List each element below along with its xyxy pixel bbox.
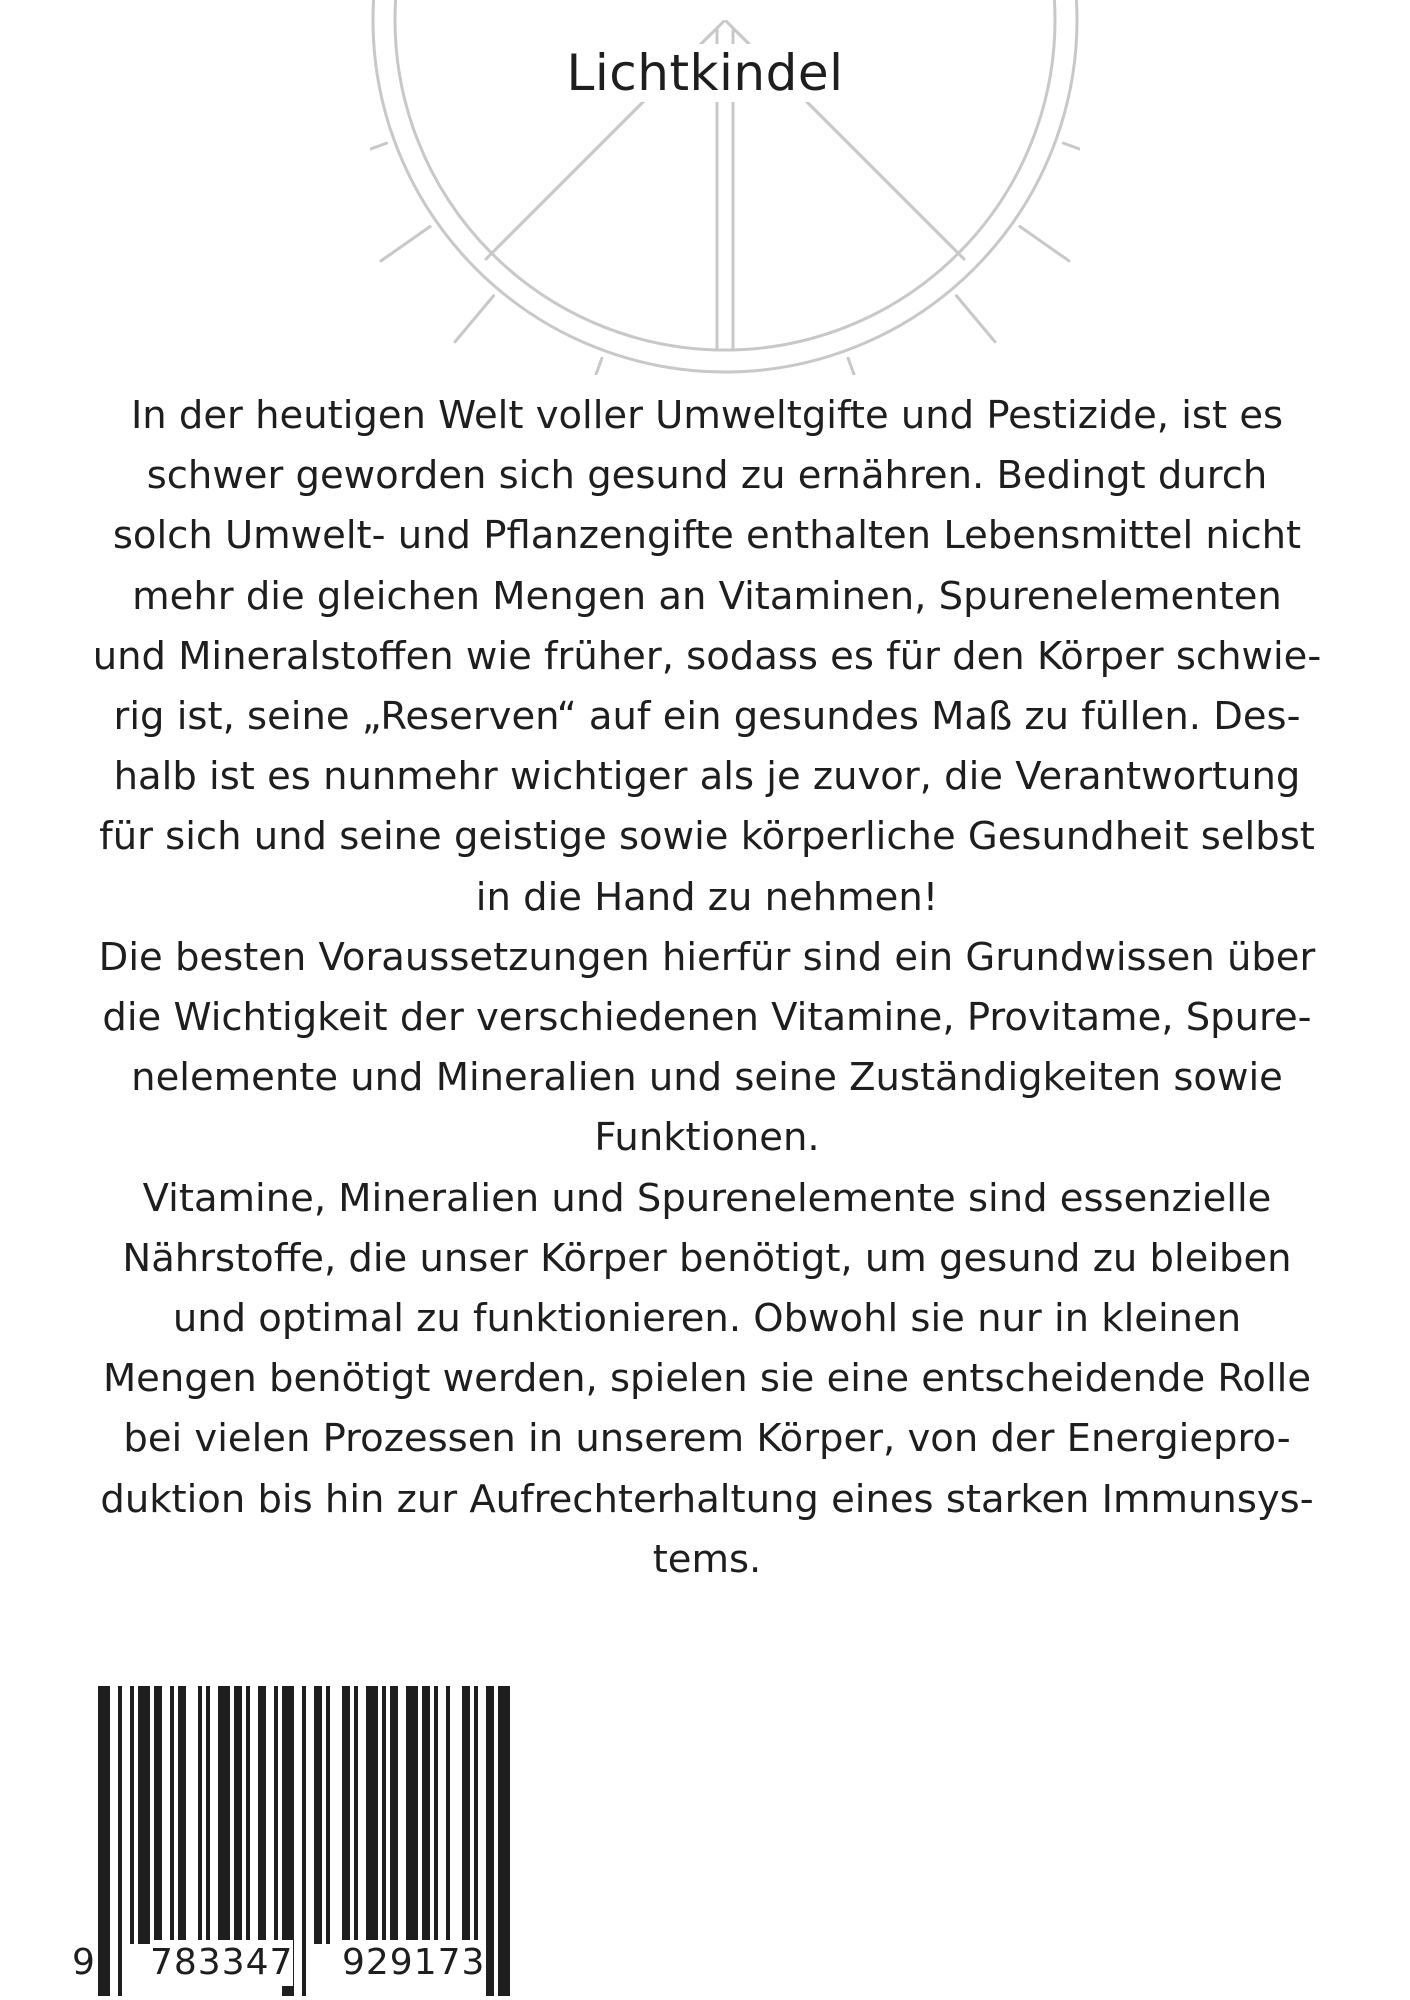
barcode-bar [342,1686,350,1944]
blurb-text [52,386,1362,1590]
blurb-line: mehr die gleichen Mengen an Vitaminen, Spurenelementen [132,573,1282,619]
blurb-line: die Wichtigkeit der verschiedenen Vitamine, Provitame, Spure- [102,995,1312,1041]
barcode-bar [462,1686,470,1944]
blurb-line: Nährstoffe, die unser Körper benötigt, um gesund zu bleiben [122,1235,1292,1281]
logo-ray [370,143,387,164]
blurb-line: duktion bis hin zur Aufrechterhaltung eines starken Immunsys- [100,1476,1314,1522]
barcode-bar [434,1686,438,1944]
blurb-line: Mengen benötigt werden, spielen sie eine entscheidende Rolle [102,1356,1312,1402]
blurb-line: In der heutigen Welt voller Umweltgifte und Pestizide, ist es [130,393,1284,438]
barcode-bar [302,1686,306,1996]
blurb-line: bei vielen Prozessen in unserem Körper, von der Energiepro- [123,1416,1291,1462]
blurb-paragraph-3 [52,1169,1362,1590]
logo-ray [1063,143,1080,164]
blurb-line: tems. [652,1536,762,1582]
blurb-line: Funktionen. [594,1115,820,1161]
blurb-line: rig ist, seine „Reserven“ auf ein gesundes Maß zu füllen. Des- [113,694,1301,740]
publisher-name-text: Lichtkindel [561,44,850,102]
barcode-bar [234,1686,242,1944]
barcode-bar [198,1686,202,1944]
blurb-line: und optimal zu funktionieren. Obwohl sie nur in kleinen [172,1296,1242,1342]
logo-ray [956,296,995,342]
barcode-bar [206,1686,210,1944]
logo-ray [581,358,602,375]
logo-ray [381,226,430,260]
isbn-barcode [58,1676,548,2000]
blurb-line: solch Umwelt- und Pflanzengifte enthalten Lebensmittel nicht [112,513,1302,559]
blurb-line: nelemente und Mineralien und seine Zuständigkeiten sowie [131,1055,1283,1101]
barcode-bar [178,1686,186,1944]
logo-ray [848,358,869,375]
blurb-line: und Mineralstoffen wie früher, sodass es für den Körper schwie- [92,633,1322,679]
logo-ray [455,296,494,342]
blurb-paragraph-2 [52,928,1362,1169]
barcode-bar [130,1686,134,1944]
barcode-bar [314,1686,322,1944]
barcode-first-digit: 9 [72,1940,96,1986]
barcode-bar [390,1686,398,1944]
blurb-line: halb ist es nunmehr wichtiger als je zuvor, die Verantwortung [113,754,1301,800]
barcode-bar [154,1686,162,1944]
blurb-line: in die Hand zu nehmen! [475,874,939,920]
blurb-line: schwer geworden sich gesund zu ernähren. Bedingt durch [146,453,1268,499]
barcode-bar [406,1686,418,1944]
barcode-bar [486,1686,494,1996]
barcode-bar [474,1686,478,1944]
publisher-name [0,44,1410,102]
barcode-bar [218,1686,230,1944]
barcode-bar [498,1686,510,1996]
barcode-bar [382,1686,386,1944]
barcode-bar [258,1686,266,1944]
blurb-line: für sich und seine geistige sowie körperliche Gesundheit selbst [99,814,1315,860]
blurb-line: Vitamine, Mineralien und Spurenelemente sind essenzielle [142,1175,1272,1221]
barcode-bar [170,1686,174,1944]
barcode-bar [422,1686,430,1944]
barcode-bar [118,1686,122,1996]
blurb-paragraph-1 [52,386,1362,928]
barcode-bar [354,1686,358,1944]
barcode-bar [446,1686,450,1944]
barcode-bar [366,1686,378,1944]
barcode-bar [326,1686,330,1944]
barcode-bar [274,1686,278,1944]
barcode-bar [138,1686,150,1944]
blurb-line: Die besten Voraussetzungen hierfür sind ein Grundwissen über [98,934,1316,980]
barcode-bar [98,1686,110,1996]
logo-ray [1020,226,1069,260]
barcode-left-digits: 783347 [150,1940,293,1986]
barcode-bar [246,1686,250,1944]
barcode-right-digits: 929173 [342,1940,485,1986]
